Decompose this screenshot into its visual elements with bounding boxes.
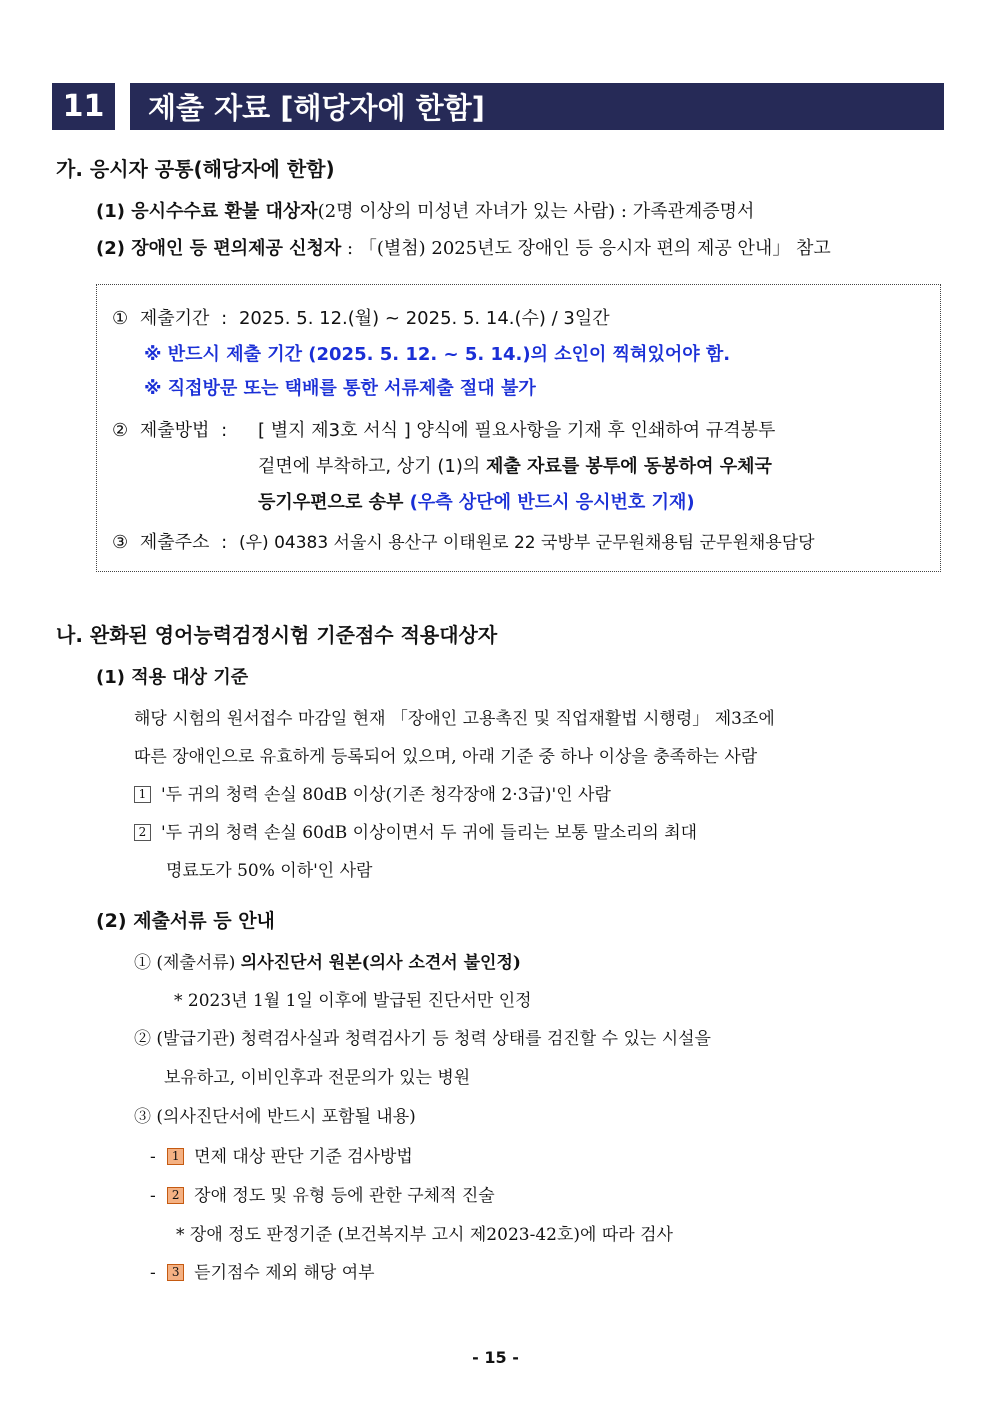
doc-item-1-bold: 의사진단서 원본(의사 소견서 불인정) (240, 953, 521, 973)
criterion-2 (134, 818, 697, 843)
sub1-line2: 따른 장애인으로 유효하게 등록되어 있으며, 아래 기준 중 하나 이상을 충족하는 사람 (134, 747, 758, 767)
box-address-line (112, 528, 815, 554)
address-label: 제출주소 (139, 532, 210, 553)
doc-item-3: ③ (의사진단서에 반드시 포함될 내용) (134, 1107, 416, 1127)
method-line3-blue: (우측 상단에 반드시 응시번호 기재) (409, 492, 695, 513)
address-sep: : (221, 532, 228, 553)
content-item-3 (150, 1258, 375, 1283)
dash-1: - (150, 1147, 156, 1167)
criterion-2-line2: 명료도가 50% 이하'인 사람 (166, 861, 373, 881)
dash-3: - (150, 1263, 156, 1283)
doc-item-2-line1: ② (발급기관) 청력검사실과 청력검사기 등 청력 상태를 검진할 수 있는 시설을 (134, 1029, 711, 1049)
item1-label: (1) 응시수수료 환불 대상자 (96, 201, 318, 222)
content-item-2 (150, 1181, 495, 1206)
method-line2-plain: 겉면에 부착하고, 상기 (1)의 (258, 456, 486, 477)
box-note-no-visit: ※ 직접방문 또는 택배를 통한 서류제출 절대 불가 (144, 378, 536, 399)
item2-label: (2) 장애인 등 편의제공 신청자 (96, 238, 342, 259)
criterion-1-text: '두 귀의 청력 손실 80dB 이상(기존 청각장애 2·3급)'인 사람 (161, 785, 611, 805)
section-title: 제출 자료 [해당자에 한함] (148, 91, 485, 125)
period-text: 2025. 5. 12.(월) ~ 2025. 5. 14.(수) / 3일간 (238, 308, 610, 329)
method-sep: : (221, 420, 228, 441)
content-item-2-note: * 장애 정도 판정기준 (보건복지부 고시 제2023-42호)에 따라 검사 (176, 1225, 673, 1245)
content-item-3-number: 3 (167, 1264, 184, 1281)
method-label: 제출방법 (139, 420, 210, 441)
sub1-label: (1) 적용 대상 기준 (96, 667, 249, 688)
method-line3-bold: 등기우편으로 송부 (258, 492, 410, 513)
content-item-1-text: 면제 대상 판단 기준 검사방법 (194, 1147, 413, 1167)
criterion-2-text: '두 귀의 청력 손실 60dB 이상이면서 두 귀에 들리는 보통 말소리의 최대 (161, 823, 698, 843)
box-note-stamp: ※ 반드시 제출 기간 (2025. 5. 12. ~ 5. 14.)의 소인이 찍혀있어야 함. (144, 344, 731, 365)
doc-item-2-line2: 보유하고, 이비인후과 전문의가 있는 병원 (164, 1068, 471, 1088)
period-mark: ① (112, 308, 129, 329)
sub2-label: (2) 제출서류 등 안내 (96, 910, 275, 932)
method-mark: ② (112, 420, 129, 441)
box-method-label-line (112, 416, 227, 442)
method-line2-bold: 제출 자료를 봉투에 동봉하여 우체국 (486, 456, 772, 477)
criterion-1 (134, 780, 611, 805)
section-a-item2 (96, 234, 831, 260)
dash-2: - (150, 1186, 156, 1206)
item1-text: (2명 이상의 미성년 자녀가 있는 사람) : 가족관계증명서 (317, 201, 755, 222)
criterion-1-number: 1 (134, 786, 151, 803)
criterion-2-number: 2 (134, 824, 151, 841)
doc-item-1 (134, 948, 521, 973)
page-number: - 15 - (472, 1348, 519, 1367)
content-item-3-text: 듣기점수 제외 해당 여부 (194, 1263, 375, 1283)
content-item-2-number: 2 (167, 1187, 184, 1204)
section-title-bar (130, 83, 944, 130)
item2-text: : 「(별첨) 2025년도 장애인 등 응시자 편의 제공 안내」 참고 (341, 238, 831, 259)
method-line1: [ 별지 제3호 서식 ] 양식에 필요사항을 기재 후 인쇄하여 규격봉투 (258, 420, 776, 441)
section-a-item1 (96, 197, 754, 223)
content-item-1 (150, 1142, 413, 1167)
period-sep: : (221, 308, 228, 329)
period-label: 제출기간 (139, 308, 210, 329)
address-text: (우) 04383 서울시 용산구 이태원로 22 국방부 군무원채용팀 군무원채용담당 (238, 533, 815, 553)
method-line3 (258, 488, 695, 514)
sub1-line1: 해당 시험의 원서접수 마감일 현재 「장애인 고용촉진 및 직업재활법 시행령」 제3조에 (134, 709, 775, 729)
method-line2 (258, 452, 772, 478)
doc-item-1-note: * 2023년 1월 1일 이후에 발급된 진단서만 인정 (174, 991, 532, 1011)
address-mark: ③ (112, 532, 129, 553)
box-period-line (112, 304, 610, 330)
section-a-heading: 가. 응시자 공통(해당자에 한함) (56, 157, 335, 181)
section-number-badge: 11 (52, 83, 115, 130)
doc-item-1-plain: ① (제출서류) (134, 953, 241, 973)
content-item-1-number: 1 (167, 1148, 184, 1165)
section-b-heading: 나. 완화된 영어능력검정시험 기준점수 적용대상자 (56, 623, 498, 647)
content-item-2-text: 장애 정도 및 유형 등에 관한 구체적 진술 (194, 1186, 495, 1206)
